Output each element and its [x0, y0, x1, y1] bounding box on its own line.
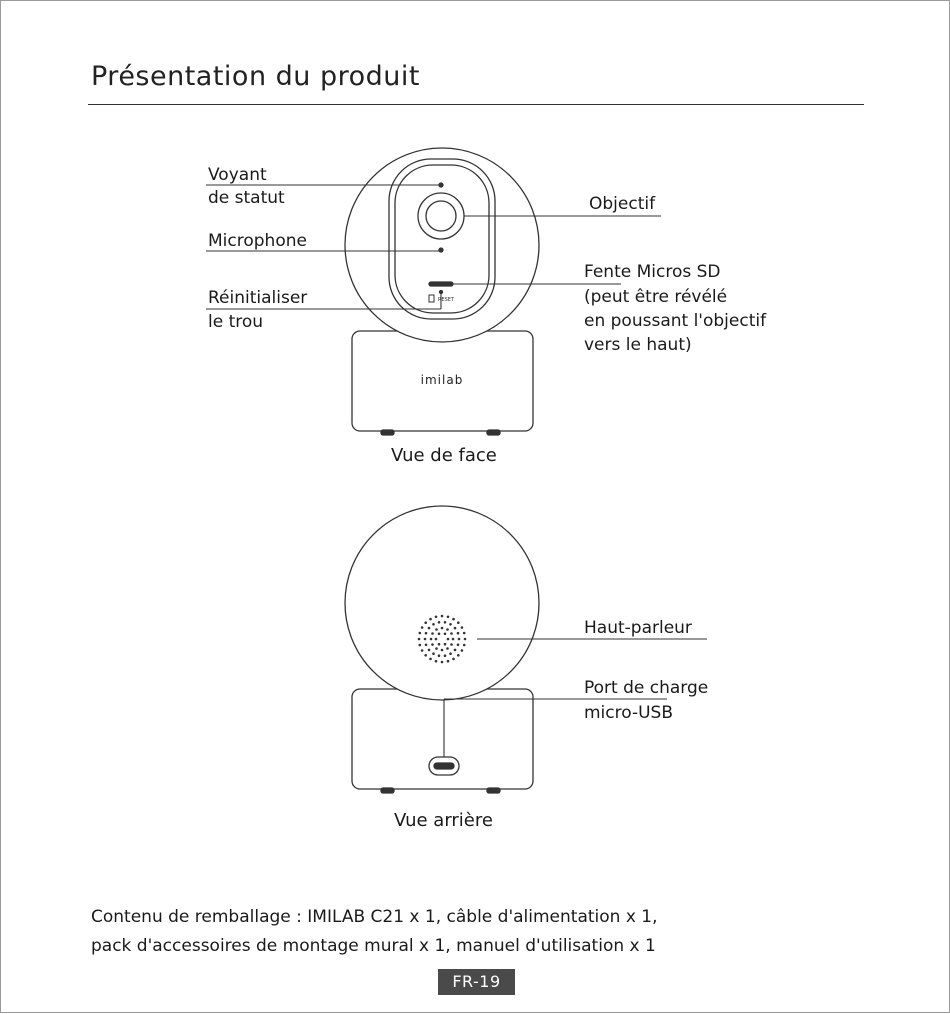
speaker-hole: [441, 661, 444, 664]
label-sd-line3: en poussant l'objectif: [584, 311, 767, 331]
label-sd-line2: (peut être révélé: [584, 287, 728, 307]
speaker-hole: [435, 616, 438, 619]
speaker-hole: [444, 654, 447, 657]
speaker-hole: [441, 627, 444, 630]
speaker-hole: [463, 632, 466, 635]
speaker-hole: [450, 643, 453, 646]
speaker-hole: [447, 660, 450, 663]
speaker-hole: [457, 654, 460, 657]
speaker-hole: [449, 623, 452, 626]
speaker-hole: [432, 652, 435, 655]
package-contents: [91, 903, 791, 961]
speaker-hole: [435, 638, 438, 641]
page-title: Présentation du produit: [91, 61, 420, 92]
speaker-hole: [444, 643, 447, 646]
speaker-hole: [429, 618, 432, 621]
speaker-hole: [447, 616, 450, 619]
speaker-hole: [457, 644, 460, 647]
label-port-line1: Port de charge: [584, 678, 709, 698]
speaker-hole: [458, 638, 461, 641]
speaker-hole: [457, 632, 460, 635]
rear-view-illustration: [1, 1, 950, 1014]
speaker-hole: [435, 628, 438, 631]
speaker-hole: [428, 627, 431, 630]
speaker-hole: [428, 649, 431, 652]
speaker-hole: [441, 649, 444, 652]
label-sd-line4: vers le haut): [584, 335, 692, 355]
label-port-line2: micro-USB: [584, 703, 673, 723]
speaker-hole: [461, 649, 464, 652]
speaker-hole: [463, 644, 466, 647]
speaker-hole: [425, 644, 428, 647]
speaker-hole: [418, 638, 421, 641]
speaker-hole: [452, 618, 455, 621]
speaker-hole: [454, 649, 457, 652]
speaker-hole: [432, 623, 435, 626]
label-reset-line2: le trou: [208, 312, 264, 332]
label-speaker: Haut-parleur: [584, 618, 692, 638]
speaker-hole: [446, 628, 449, 631]
speaker-hole: [419, 632, 422, 635]
speaker-hole: [424, 654, 427, 657]
label-sd-line1: Fente Micros SD: [584, 262, 721, 282]
label-reset-line1: Réinitialiser: [208, 288, 308, 308]
speaker-hole: [452, 658, 455, 661]
speaker-hole: [452, 638, 455, 641]
rear-view-caption: Vue arrière: [394, 810, 493, 831]
speaker-hole: [429, 658, 432, 661]
speaker-hole: [431, 632, 434, 635]
brand-logo: imilab: [420, 373, 464, 387]
speaker-hole: [419, 644, 422, 647]
speaker-hole: [431, 643, 434, 646]
speaker-hole: [425, 632, 428, 635]
reset-marking: RESET: [438, 297, 455, 303]
label-microphone: Microphone: [208, 231, 307, 251]
speaker-hole: [424, 621, 427, 624]
package-contents-line2: pack d'accessoires de montage mural x 1, manuel d'utilisation x 1: [91, 936, 656, 956]
speaker-hole: [441, 615, 444, 618]
package-contents-line1: Contenu de remballage : IMILAB C21 x 1, câble d'alimentation x 1,: [91, 907, 658, 927]
speaker-hole: [438, 643, 441, 646]
speaker-hole: [454, 627, 457, 630]
speaker-hole: [449, 652, 452, 655]
speaker-hole: [457, 621, 460, 624]
speaker-hole: [444, 621, 447, 624]
page-number-badge: FR-19: [438, 969, 515, 995]
speaker-hole: [421, 626, 424, 629]
speaker-hole: [421, 649, 424, 652]
speaker-hole: [464, 638, 467, 641]
speaker-hole: [461, 626, 464, 629]
label-lens: Objectif: [589, 194, 656, 214]
speaker-hole: [430, 638, 433, 641]
speaker-hole: [438, 621, 441, 624]
speaker-hole: [435, 660, 438, 663]
speaker-hole: [446, 647, 449, 650]
speaker-hole: [450, 632, 453, 635]
label-status-light-line2: de statut: [208, 188, 285, 208]
front-view-caption: Vue de face: [391, 445, 497, 466]
speaker-hole: [424, 638, 427, 641]
speaker-hole: [444, 633, 447, 636]
speaker-hole: [438, 633, 441, 636]
speaker-hole: [435, 647, 438, 650]
label-status-light-line1: Voyant: [208, 165, 267, 185]
speaker-hole: [447, 638, 450, 641]
speaker-hole: [438, 654, 441, 657]
